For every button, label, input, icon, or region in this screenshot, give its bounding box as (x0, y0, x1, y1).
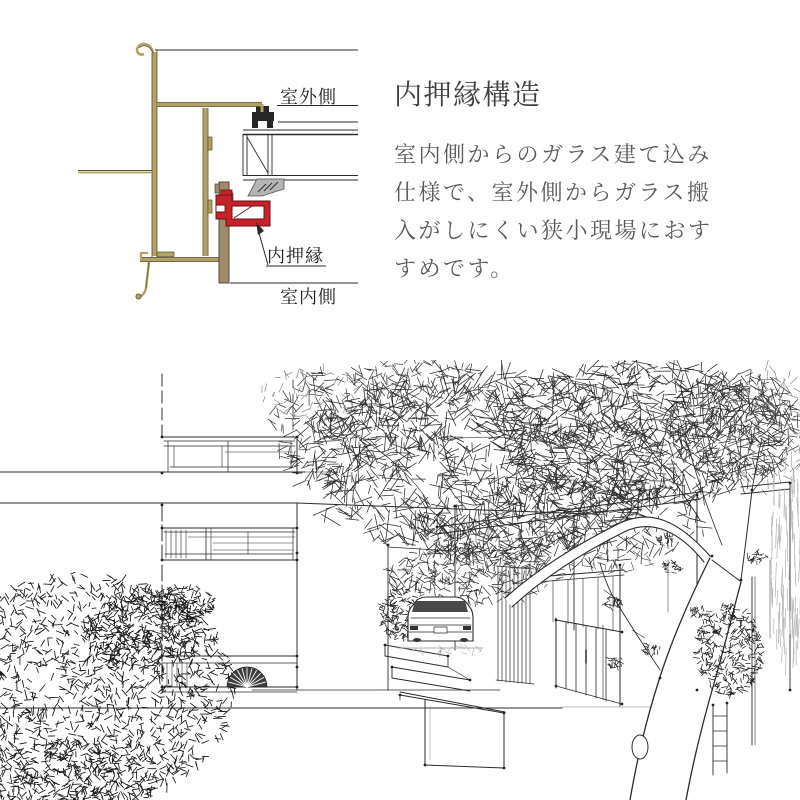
bicycle-wheel (227, 667, 267, 687)
feature-title: 内押縁構造 (394, 79, 542, 110)
label-outdoor-side: 室外側 (280, 87, 337, 107)
architectural-sketch-illustration (0, 360, 800, 800)
body-line: 入がしにくい狭小現場におす (394, 218, 713, 243)
body-line: 仕様で、室外側からガラス搬 (394, 180, 712, 205)
body-line: 室内側からのガラス建て込み (394, 142, 712, 167)
label-indoor-side: 室内側 (280, 287, 337, 307)
feature-intro-section (0, 0, 800, 360)
parked-car (398, 597, 482, 657)
frame-profiles (78, 44, 262, 299)
label-inner-bead: 内押縁 (267, 246, 324, 266)
feature-description (394, 78, 739, 288)
window-cross-section-diagram (60, 20, 370, 320)
body-line: すめです。 (394, 256, 515, 281)
glazing-gasket-gray (248, 179, 284, 196)
feature-body-text (394, 136, 739, 288)
